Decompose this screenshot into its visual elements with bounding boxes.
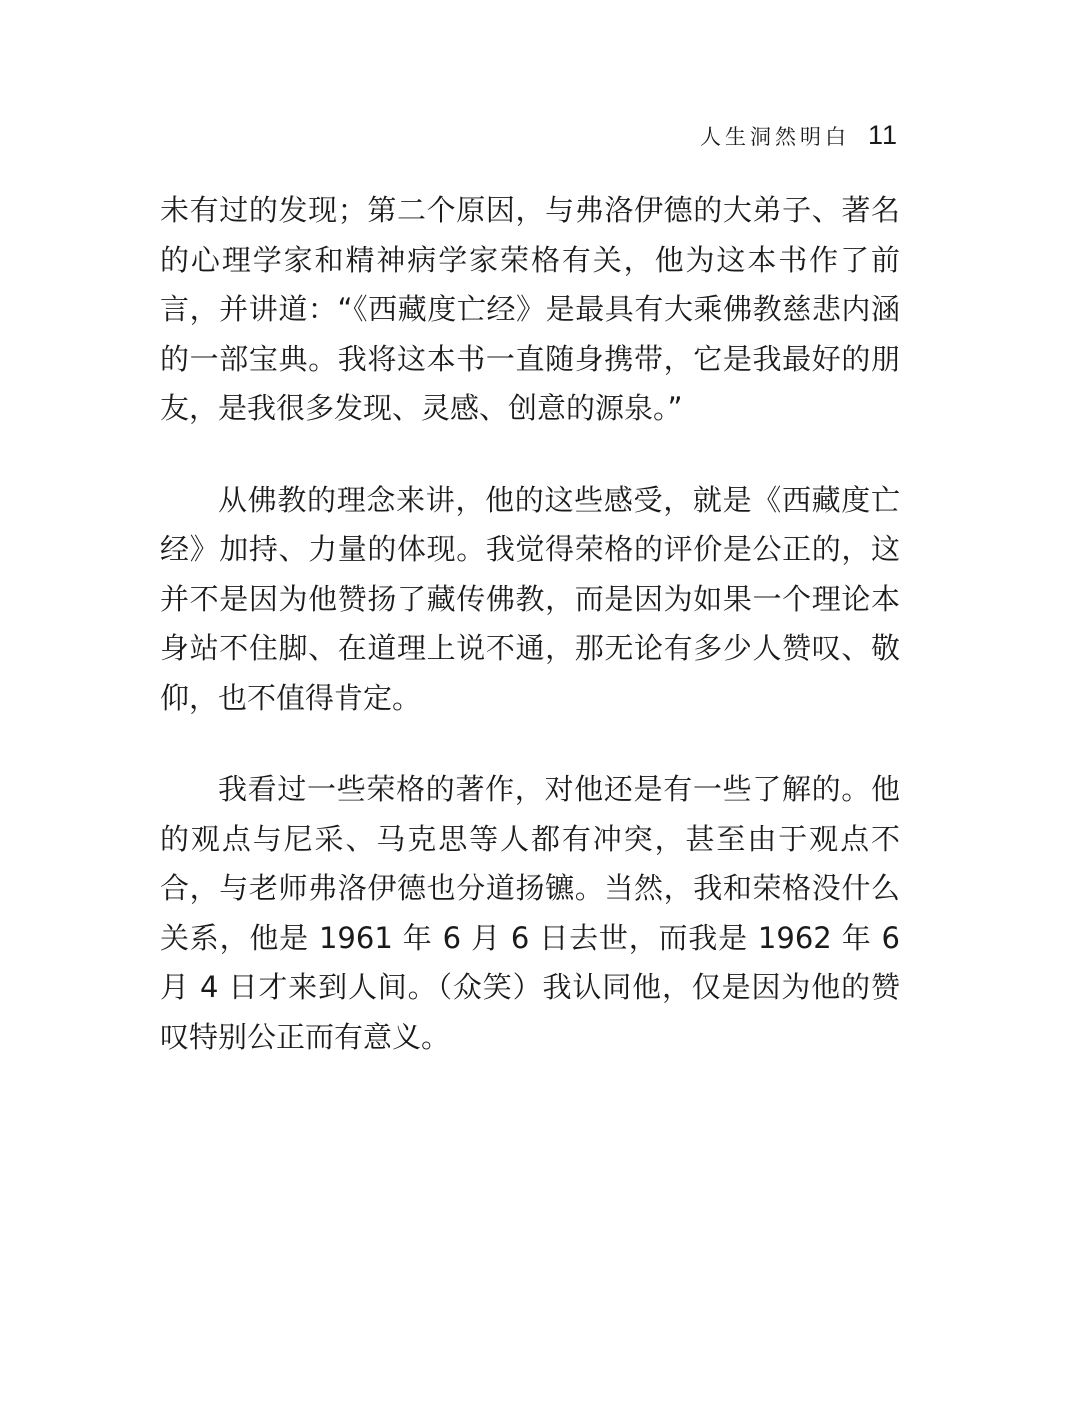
paragraph-3: 我看过一些荣格的著作，对他还是有一些了解的。他的观点与尼采、马克思等人都有冲突，甚至由于观点不合，与老师弗洛伊德也分道扬镳。当然，我和荣格没什么关系，他是 1961 年 6 月 6 日去世，而我是 1962 年 6 月 4 日才来到人间。（众笑）我认同他，仅是因为他的赞叹特别公正而有意义。 [160, 772, 900, 1054]
page-number: 11 [867, 120, 898, 150]
body-text [160, 186, 900, 1062]
paragraph-1: 未有过的发现；第二个原因，与弗洛伊德的大弟子、著名的心理学家和精神病学家荣格有关，他为这本书作了前言，并讲道：“《西藏度亡经》是最具有大乘佛教慈悲内涵的一部宝典。我将这本书一直随身携带，它是我最好的朋友，是我很多发现、灵感、创意的源泉。” [160, 193, 900, 425]
header-book-title: 人生洞然明白 [699, 125, 850, 149]
running-header [700, 120, 898, 151]
paragraph-2: 从佛教的理念来讲，他的这些感受，就是《西藏度亡经》加持、力量的体现。我觉得荣格的评价是公正的，这并不是因为他赞扬了藏传佛教，而是因为如果一个理论本身站不住脚、在道理上说不通，那无论有多少人赞叹、敬仰，也不值得肯定。 [160, 482, 900, 715]
